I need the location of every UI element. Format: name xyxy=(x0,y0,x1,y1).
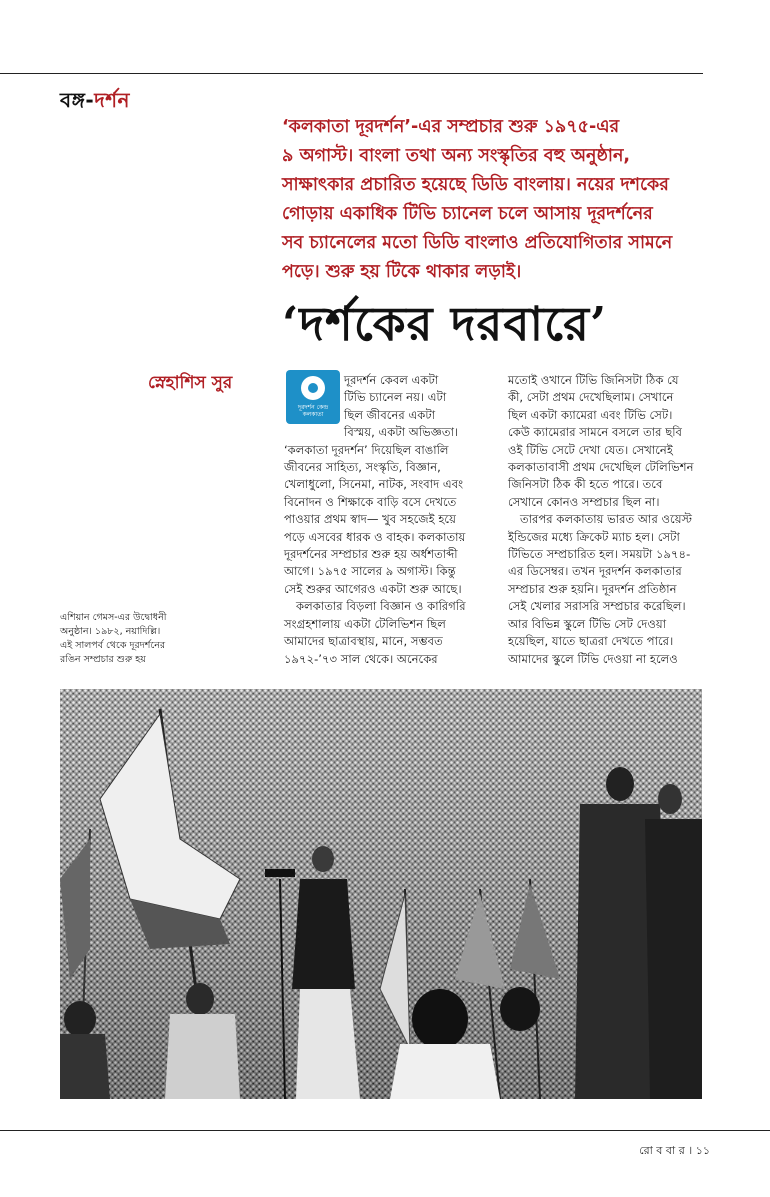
body-line: কেউ ক্যামেরার সামনে বসলে তার ছবি xyxy=(508,425,682,440)
section-label xyxy=(60,86,130,119)
body-line: জীবনের সাহিত্য, সংস্কৃতি, বিজ্ঞান, xyxy=(284,460,441,475)
body-line: সেই খেলার সরাসরি সম্প্রচার করেছিল। xyxy=(508,599,686,614)
article-column-1 xyxy=(284,372,492,668)
caption-line: রঙিন সম্প্রচার শুরু হয় xyxy=(60,654,146,665)
standfirst-line: ৯ অগাস্ট। বাংলা তথা অন্য সংস্কৃতির বহু অনুষ্ঠান, xyxy=(282,146,631,166)
bottom-rule xyxy=(0,1130,770,1131)
standfirst-line: পড়ে। শুরু হয় টিকে থাকার লড়াই। xyxy=(282,262,522,282)
standfirst xyxy=(282,113,692,287)
standfirst-line: ‘কলকাতা দূরদর্শন’-এর সম্প্রচার শুরু ১৯৭৫-এর xyxy=(282,117,620,137)
standfirst-line: সব চ্যানেলের মতো ডিডি বাংলাও প্রতিযোগিতার সামনে xyxy=(282,233,673,253)
body-line: ছিল একটা ক্যামেরা এবং টিভি সেট। xyxy=(508,407,673,422)
body-line: আগে। ১৯৭৫ সালের ৯ অগাস্ট। কিন্তু xyxy=(284,564,456,579)
body-line: খেলাধুলো, সিনেমা, নাটক, সংবাদ এবং xyxy=(284,477,464,492)
body-line: পাওয়ার প্রথম স্বাদ— খুব সহজেই হয়ে xyxy=(284,512,456,527)
body-line: কলকাতার বিড়লা বিজ্ঞান ও কারিগরি xyxy=(296,599,466,614)
section-label-part2: দর্শন xyxy=(94,88,130,112)
headline: ‘দর্শকের দরবারে’ xyxy=(282,297,608,352)
body-line: ছিল জীবনের একটা xyxy=(344,407,436,422)
logo-line1: দূরদর্শন কেন্দ্র xyxy=(297,404,329,411)
standfirst-line: সাক্ষাৎকার প্রচারিত হয়েছে ডিডি বাংলায়। নয়ের দশকের xyxy=(282,175,669,195)
caption-line: এশিয়ান গেমস-এর উদ্বোধনী xyxy=(60,612,167,623)
caption-line: অনুষ্ঠান। ১৯৮২, নয়াদিল্লি। xyxy=(60,626,161,637)
body-line: কলকাতাবাসী প্রথম দেখেছিল টেলিভিশন xyxy=(508,460,694,475)
body-line: ‘কলকাতা দূরদর্শন’ দিয়েছিল বাঙালি xyxy=(284,442,449,457)
body-line: তারপর কলকাতায় ভারত আর ওয়েস্ট xyxy=(520,512,693,527)
body-line: সেই শুরুর আগেরও একটা শুরু আছে। xyxy=(284,581,462,596)
asian-games-photo xyxy=(60,689,702,1099)
body-line: বিনোদন ও শিক্ষাকে বাড়ি বসে দেখতে xyxy=(284,494,457,509)
body-line: মতোই ওখানে টিভি জিনিসটা ঠিক যে xyxy=(508,373,679,387)
body-line: জিনিসটা ঠিক কী হতে পারে। তবে xyxy=(508,477,663,492)
body-line: ওই টিভি সেটে দেখা যেত। সেখানেই xyxy=(508,442,673,457)
body-line: হয়েছিল, যাতে ছাত্ররা দেখতে পারে। xyxy=(508,634,674,649)
body-line: আমাদের স্কুলে টিভি দেওয়া না হলেও xyxy=(508,651,678,666)
logo-line2: কলকাতা xyxy=(302,411,324,418)
section-label-part1: বঙ্গ- xyxy=(60,88,95,112)
body-line: টিভিতে সম্প্রচারিত হল। সময়টা ১৯৭৪- xyxy=(508,547,691,562)
article-column-2 xyxy=(508,372,702,668)
top-rule xyxy=(0,73,703,74)
body-line: আর বিভিন্ন স্কুলে টিভি সেট দেওয়া xyxy=(508,616,667,631)
body-line: আমাদের ছাত্রাবস্থায়, মানে, সম্ভবত xyxy=(284,634,443,649)
page-footer: রো ব বা র । ১১ xyxy=(639,1144,710,1157)
body-line: দূরদর্শনের সম্প্রচার শুরু হয় অর্ধশতাব্দী xyxy=(284,547,458,562)
body-line: দূরদর্শন কেবল একটা xyxy=(344,373,439,387)
byline: স্নেহাশিস সুর xyxy=(148,373,233,393)
body-line: সম্প্রচার শুরু হয়নি। দূরদর্শন প্রতিষ্ঠান xyxy=(508,581,677,596)
photo-caption xyxy=(60,611,220,667)
caption-line: এই সালপর্ব থেকে দূরদর্শনের xyxy=(60,640,166,651)
body-line: কী, সেটা প্রথম দেখেছিলাম। সেখানে xyxy=(508,390,674,405)
body-line: পড়ে এসবের ধারক ও বাহক। কলকাতায় xyxy=(284,529,466,544)
body-line: ১৯৭২-’৭৩ সাল থেকে। অনেকের xyxy=(284,651,438,666)
body-line: এর ডিসেম্বর। তখন দূরদর্শন কলকাতার xyxy=(508,564,682,579)
body-line: টিভি চ্যানেল নয়। এটা xyxy=(344,390,447,405)
body-line: ইন্ডিজের মধ্যে ক্রিকেট ম্যাচ হল। সেটা xyxy=(508,529,680,544)
standfirst-line: গোড়ায় একাধিক টিভি চ্যানেল চলে আসায় দূরদর্শনের xyxy=(282,204,653,224)
body-line: সংগ্রহশালায় একটা টেলিভিশন ছিল xyxy=(284,616,446,631)
body-line: বিস্ময়, একটা অভিজ্ঞতা। xyxy=(344,425,459,440)
body-line: সেখানে কোনও সম্প্রচার ছিল না। xyxy=(508,494,660,509)
